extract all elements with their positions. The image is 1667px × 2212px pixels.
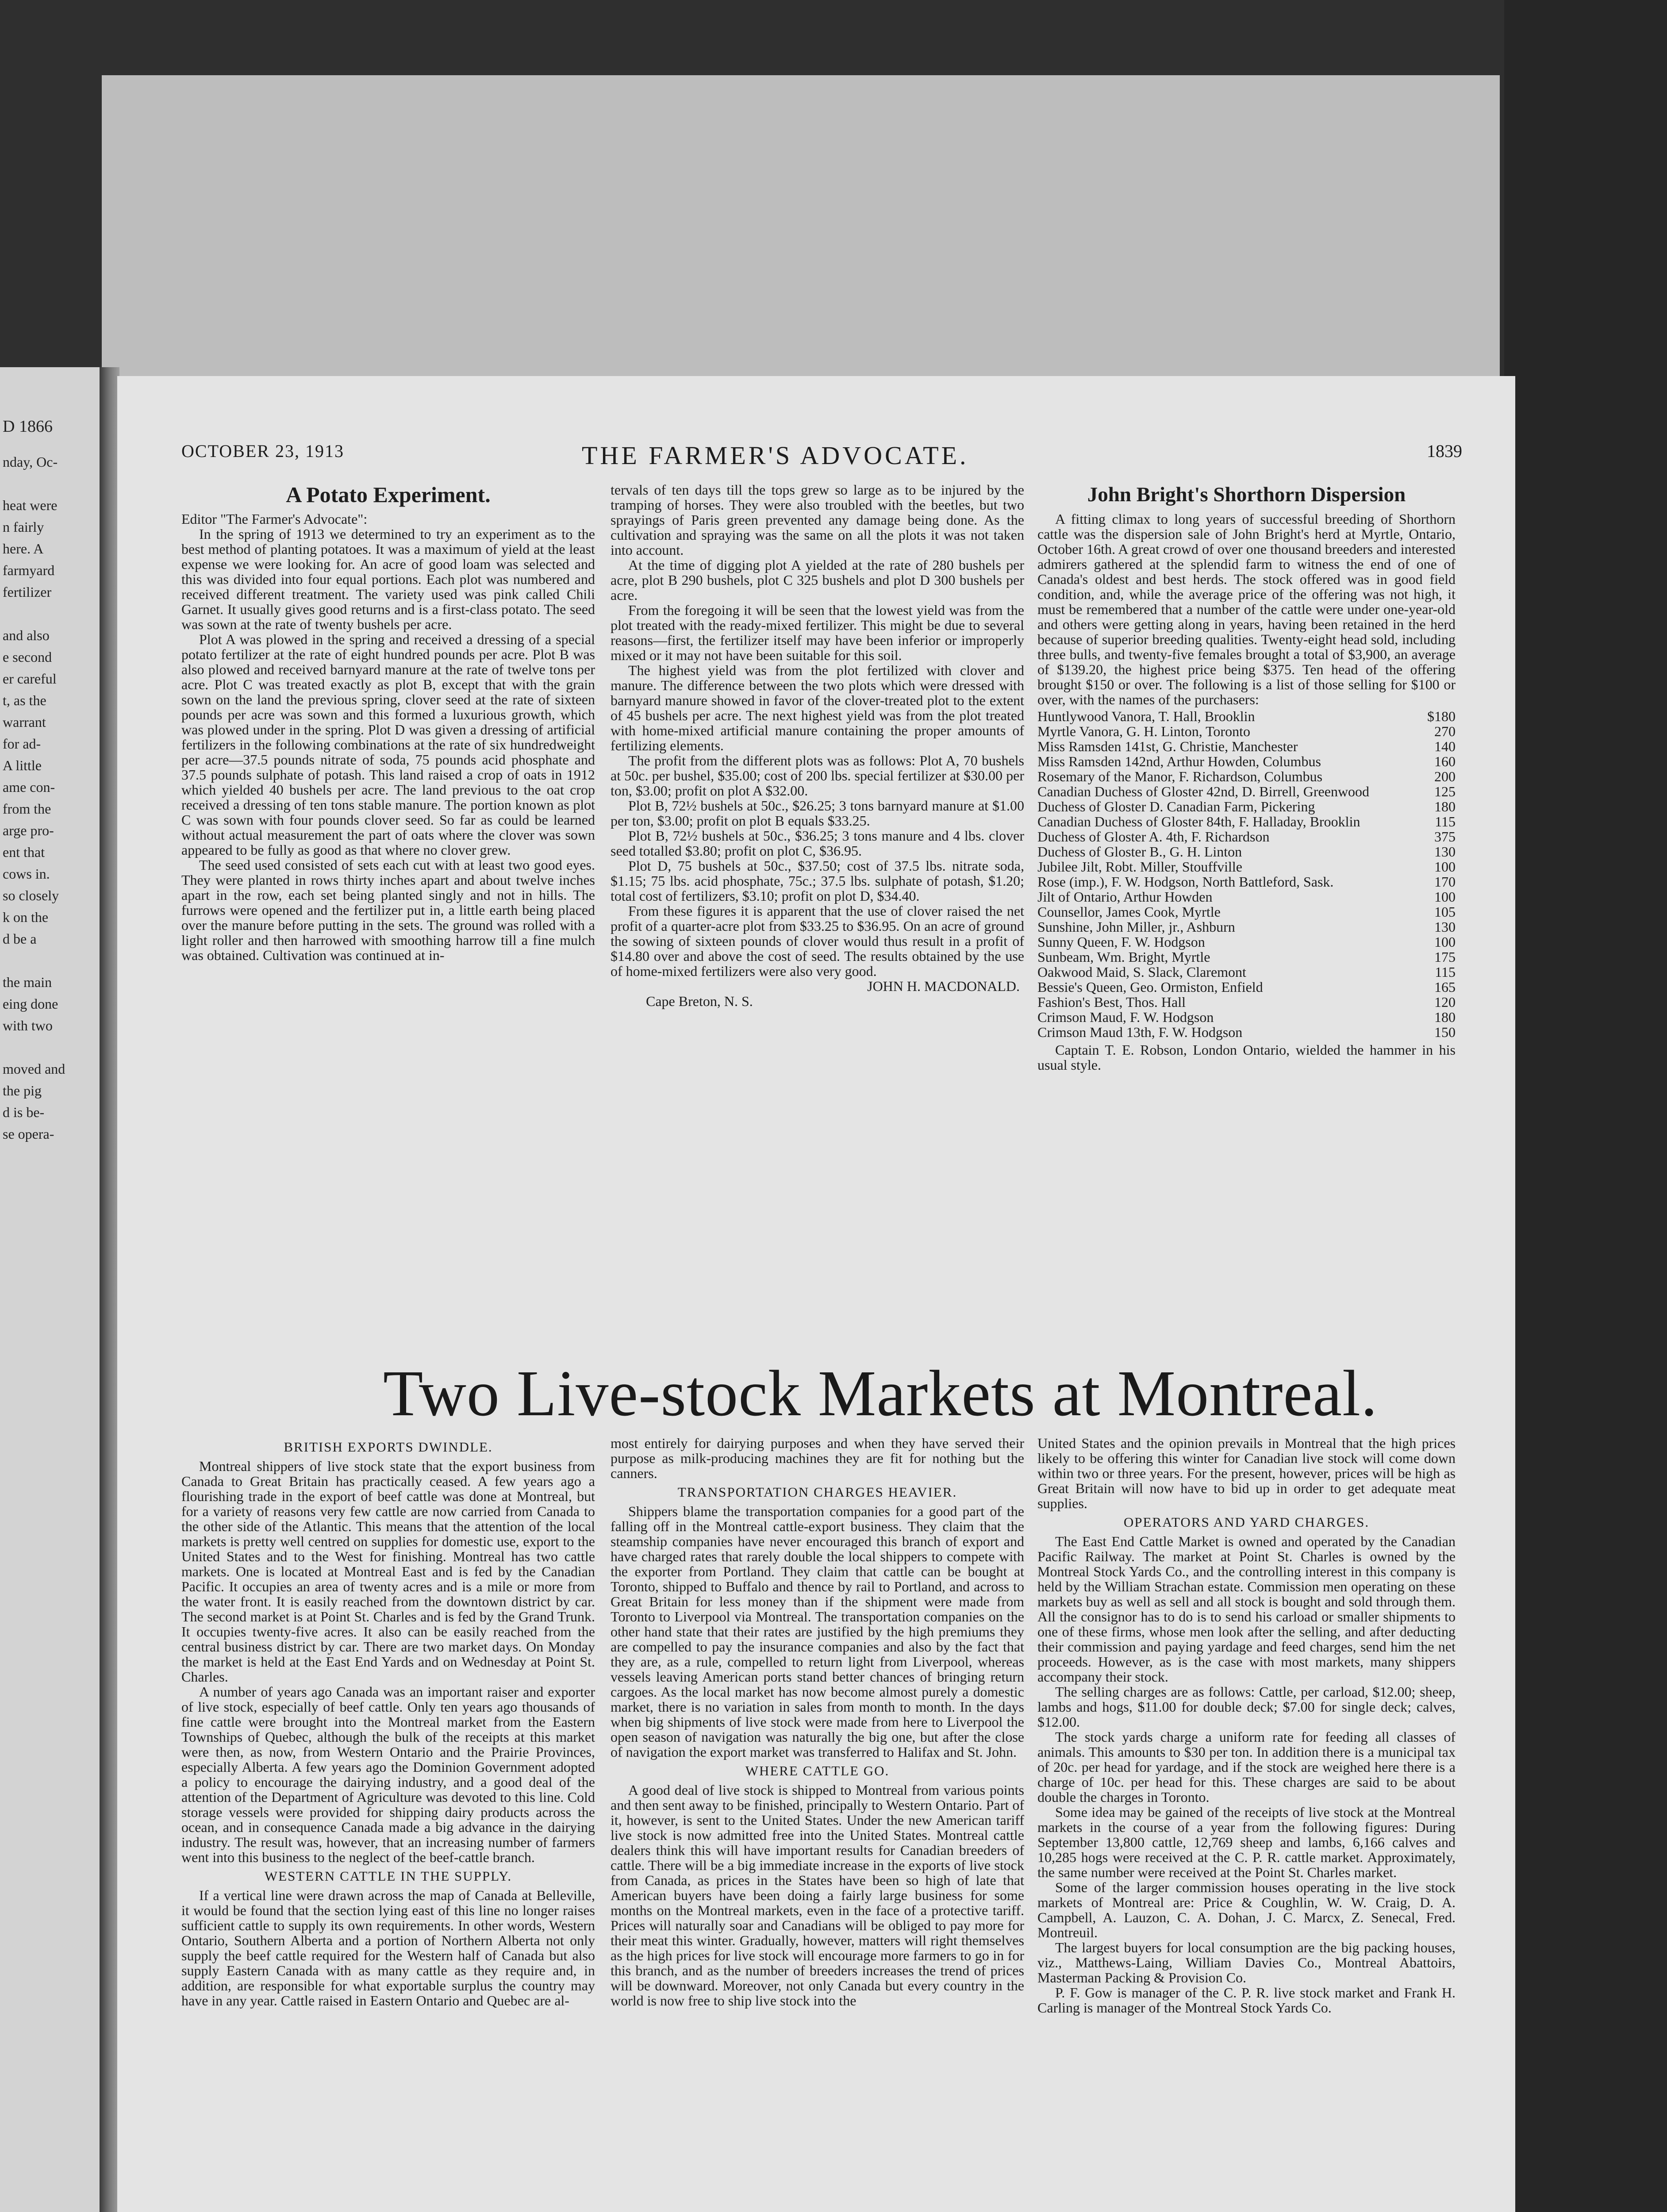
left-page-text [3,451,96,1145]
sale-entry-price: 140 [1434,738,1456,754]
left-page-line: ame con- [3,779,55,795]
paragraph: At the time of digging plot A yielded at the rate of 280 bushels per acre, plot B 290 bushels, plot C 325 bushels and plot D 300 bushels per acre. [611,557,1024,603]
sale-entry [1037,1025,1456,1040]
sale-entry-name: Jubilee Jilt, Robt. Miller, Stouffville [1037,859,1242,875]
left-page-line [3,603,96,625]
sale-entry [1037,784,1456,799]
sale-entry-price: 120 [1434,994,1456,1010]
sale-entry-name: Crimson Maud 13th, F. W. Hodgson [1037,1024,1243,1040]
left-page-line: nday, Oc- [3,454,58,470]
paragraph: Plot A was plowed in the spring and received a dressing of a special potato fertilizer at the rate of eight hundred pounds per acre. Plot B was also plowed and received barnyard manure at the rate of twelve tons per acre. Plot C was treated exactly as plot B, except that with the grain sown on the land the previous spring, clover seed at the rate of sixteen pounds per acre was sown and this formed a luxurious growth, which was plowed under in the spring. Plot D was given a dressing of artificial fertilizers in the following combinations at the rate of six hundredweight per acre—37.5 pounds nitrate of soda, 75 pounds acid phosphate and 37.5 pounds sulphate of potash. This land raised a crop of oats in 1912 which yielded 40 bushels per acre. The land previous to the oat crop received a dressing of ten tons stable manure. The portion known as plot C was sown with four pounds clover seed. So far as could be learned without actual measurement the part of oats where the clover was sown appeared to be fully as good as that where no clover grew. [181,631,595,858]
left-page-line: warrant [3,714,46,730]
sale-entry-name: Duchess of Gloster B., G. H. Linton [1037,844,1242,860]
sale-entry [1037,979,1456,995]
masthead: THE FARMER'S ADVOCATE. [582,441,969,470]
sale-entry-name: Miss Ramsden 141st, G. Christie, Manchester [1037,738,1298,754]
paragraph: In the spring of 1913 we determined to try an experiment as to the best method of planting potatoes. It was a maximum of yield at the least expense we were looking for. An acre of good loam was selected and this was divided into four equal portions. Each plot was numbered and received different treatment. The variety used was pink called Chili Garnet. It usually gives good returns and is a first-class potato. The seed was sown at the rate of twenty bushels per acre. [181,526,595,632]
paragraph: The selling charges are as follows: Cattle, per carload, $12.00; sheep, lambs and hogs, $11.00 for double deck; $7.00 for single deck; calves, $12.00. [1037,1684,1456,1730]
paragraph: A number of years ago Canada was an important raiser and exporter of live stock, especially of beef cattle. Only ten years ago thousands of fine cattle were brought into the Montreal market from the Eastern Townships of Quebec, although the bulk of the receipts at this market were then, as now, from Western Ontario and the Prairie Provinces, especially Alberta. A few years ago the Dominion Government adopted a policy to encourage the dairying industry, and a good deal of the attention of the Department of Agriculture was devoted to this line. Cold storage vessels were provided for shipping dairy products across the ocean, and in consequence Canada made a big advance in the dairying industry. The result was, however, that an increasing number of farmers went into this business to the neglect of the beef-cattle branch. [181,1684,595,1865]
sale-entry-name: Canadian Duchess of Gloster 42nd, D. Birrell, Greenwood [1037,783,1370,799]
paragraph: most entirely for dairying purposes and when they have served their purpose as milk-producing machines they are fit for nothing but the canners. [611,1436,1024,1481]
page-gutter [100,367,119,2212]
left-page-fragment [0,367,102,2212]
left-page-line: er careful [3,671,57,687]
left-page-line: d be a [3,931,37,947]
paragraph: The highest yield was from the plot fertilized with clover and manure. The difference between the two plots which were dressed with barnyard manure showed in favor of the clover-treated plot to the extent of 45 bushels per acre. The next highest yield was from the plot treated with home-mixed artificial manure containing the proper amounts of fertilizing elements. [611,662,1024,753]
dateline: Cape Breton, N. S. [646,993,753,1009]
paragraph: Some idea may be gained of the receipts of live stock at the Montreal markets in the course of a year from the following figures: During September 13,800 cattle, 12,769 sheep and lambs, 6,166 calves and 10,285 hogs were received at the C. P. R. cattle market. Approximately, the same number were received at the Point St. Charles market. [1037,1804,1456,1880]
paragraph: P. F. Gow is manager of the C. P. R. live stock market and Frank H. Carling is manager of the Montreal Stock Yards Co. [1037,1985,1456,2016]
sale-entry-price: 100 [1434,889,1456,905]
paragraph: A good deal of live stock is shipped to Montreal from various points and then sent away to be finished, principally to Western Ontario. Part of it, however, is sent to the United States. Under the new American tariff live stock is now admitted free into the United States. Montreal cattle dealers think this will have important results for Canadian breeders of cattle. There will be a big immediate increase in the exports of live stock from Canada, as prices in the States have been so high of late that American buyers have been doing a fairly large business for some months on the Montreal markets, even in the face of a protective tariff. Prices will naturally soar and Canadians will be obliged to pay more for their meat this winter. Gradually, however, matters will right themselves as the high prices for live stock will encourage more farmers to go in for this branch, and as the number of breeders increases the trend of prices will be downward. Moreover, not only Canada but every country in the world is now free to ship live stock into the [611,1782,1024,2008]
paragraph: The largest buyers for local consumption are the big packing houses, viz., Matthews-Laing, William Davies Co., Montreal Abattoirs, Masterman Packing & Provision Co. [1037,1939,1456,1985]
paragraph: If a vertical line were drawn across the map of Canada at Belleville, it would be found that the section lying east of this line no longer raises sufficient cattle to supply its own requirements. In other words, Western Ontario, Southern Alberta and a portion of Northern Alberta not only supply the beef cattle required for the Western half of Canada but also supply Eastern Canada with as many cattle as they require and, in addition, are responsible for what exportable surplus the country may have in any year. Cattle raised in Eastern Ontario and Quebec are al- [181,1887,595,2008]
sale-entry-price: 375 [1434,829,1456,845]
sale-entry-price: 170 [1434,874,1456,890]
left-page-line: heat were [3,497,58,513]
sale-entry [1037,919,1456,934]
page-number: 1839 [1427,441,1462,461]
paragraph: The profit from the different plots was as follows: Plot A, 70 bushels at 50c. per bushel, $35.00; cost of 200 lbs. special fertilizer at $30.00 per ton, $3.00; profit on plot A $32.00. [611,753,1024,799]
left-page-line: so closely [3,887,59,903]
left-page-line: eing done [3,996,58,1012]
article-montreal-col2 [611,1436,1024,2212]
left-page-line: d is be- [3,1104,45,1120]
article-title: John Bright's Shorthorn Dispersion [1087,483,1406,506]
sale-entry [1037,709,1456,724]
sale-entry-name: Rosemary of the Manor, F. Richardson, Columbus [1037,768,1323,784]
sale-entry-price: 130 [1434,844,1456,860]
sale-entry-price: 115 [1435,964,1456,980]
sale-entry [1037,814,1456,829]
paragraph: From these figures it is apparent that the use of clover raised the net profit of a quarter-acre plot from $33.25 to $36.95. On an acre of ground the sowing of sixteen pounds of clover would thus result in a profit of $14.80 over and above the cost of seed. The results obtained by the use of home-mixed fertilizers were also very good. [611,903,1024,979]
sale-entry-price: 100 [1434,934,1456,950]
article-shorthorn [1037,482,1456,1323]
left-page-line: the pig [3,1083,42,1098]
article-potato-col1 [181,482,595,1296]
left-page-line: ent that [3,844,45,860]
paragraph: Montreal shippers of live stock state that the export business from Canada to Great Britain has practically ceased. A few years ago a flourishing trade in the export of beef cattle was done at Montreal, but for a variety of reasons very few cattle are now carried from Canada to the other side of the Atlantic. This means that the attention of the local markets is pretty well centred on supplies for domestic use, export to the United States and to the West for finishing. Montreal has two cattle markets. One is located at Montreal East and is fed by the Canadian Pacific. It occupies an area of twenty acres and is a mile or more from the water front. It is easily reached from the downtown district by car. The second market is at Point St. Charles and is fed by the Grand Trunk. It occupies twenty-five acres. It also can be easily reached from the central business district by car. There are two market days. On Monday the market is held at the East End Yards and on Wednesday at Point St. Charles. [181,1458,595,1685]
sale-entry-price: 270 [1434,723,1456,739]
left-page-header: D 1866 [3,417,53,436]
sale-entry-name: Jilt of Ontario, Arthur Howden [1037,889,1213,905]
sale-entry-name: Rose (imp.), F. W. Hodgson, North Battleford, Sask. [1037,874,1334,890]
sale-entry [1037,724,1456,739]
sale-entry-name: Counsellor, James Cook, Myrtle [1037,904,1221,920]
sale-entry [1037,964,1456,979]
sale-entry [1037,769,1456,784]
sale-entry-price: 100 [1434,859,1456,875]
sale-entry-name: Fashion's Best, Thos. Hall [1037,994,1186,1010]
newspaper-page [117,376,1515,2212]
left-page-line [3,473,96,495]
sale-entry-name: Huntlywood Vanora, T. Hall, Brooklin [1037,708,1255,724]
issue-date: OCTOBER 23, 1913 [181,441,344,461]
article-montreal-col3 [1037,1436,1456,2212]
sale-entry [1037,739,1456,754]
sale-entry-name: Myrtle Vanora, G. H. Linton, Toronto [1037,723,1250,739]
left-page-line [3,950,96,972]
paragraph: A fitting climax to long years of successful breeding of Shorthorn cattle was the dispersion sale of John Bright's herd at Myrtle, Ontario, October 16th. A great crowd of over one thousand breeders and interested admirers gathered at the splendid farm to witness the end of one of Canada's oldest and best herds. The stock offered was in good field condition, and, while the average price of the offering was not high, it must be remembered that a number of the cattle were under one-year-old and others were getting along in years, having been retained in the herd because of superior breeding qualities. Twenty-eight head sold, including three bulls, and twenty-five females brought a total of $3,900, an average of $139.20, the highest price being $375. Ten head of the offering brought $150 or over. The following is a list of those selling for $100 or over, with the names of the purchasers: [1037,511,1456,707]
sale-entry-name: Oakwood Maid, S. Slack, Claremont [1037,964,1246,980]
left-page-line: for ad- [3,736,41,752]
paragraph: Plot B, 72½ bushels at 50c., $36.25; 3 tons manure and 4 lbs. clover seed totalled $3.80; profit on plot C, $36.95. [611,828,1024,859]
sale-entry-price: 175 [1434,949,1456,965]
sale-entry [1037,829,1456,844]
sales-list [1037,709,1456,1040]
left-page-line: and also [3,627,50,643]
paragraph: The stock yards charge a uniform rate for feeding all classes of animals. This amounts to $30 per ton. In addition there is a municipal tax of 20c. per head for yardage, and if the stock are weighed here there is a charge of 10c. per head for this. These charges are said to be about double the charges in Toronto. [1037,1729,1456,1805]
sale-entry-name: Bessie's Queen, Geo. Ormiston, Enfield [1037,979,1263,995]
sale-entry-name: Crimson Maud, F. W. Hodgson [1037,1009,1214,1025]
left-page-line: n fairly [3,519,44,535]
sale-entry [1037,754,1456,769]
paragraph: From the foregoing it will be seen that the lowest yield was from the plot treated with the ready-mixed fertilizer. This might be due to several reasons—first, the fertilizer itself may have been inferior or improperly mixed or it may not have been suitable for this soil. [611,602,1024,663]
sale-entry [1037,874,1456,889]
left-page-line: fertilizer [3,584,52,600]
left-page-line: with two [3,1018,53,1033]
article-montreal-col1 [181,1436,595,2212]
sale-entry [1037,799,1456,814]
editor-line: Editor "The Farmer's Advocate": [181,511,368,527]
sale-entry-price: 165 [1434,979,1456,995]
left-page-line: cows in. [3,866,50,882]
sale-entry-price: 125 [1434,783,1456,799]
left-page-line: k on the [3,909,49,925]
left-page-line: from the [3,801,51,817]
sale-entry-name: Sunshine, John Miller, jr., Ashburn [1037,919,1235,935]
article-title: A Potato Experiment. [286,482,491,507]
sale-entry-price: 180 [1434,799,1456,814]
left-page-line: the main [3,974,52,990]
section-heading: WHERE CATTLE GO. [745,1763,890,1778]
left-page-line: moved and [3,1061,65,1077]
sale-entry-name: Duchess of Gloster D. Canadian Farm, Pickering [1037,799,1315,814]
paragraph: Plot B, 72½ bushels at 50c., $26.25; 3 tons barnyard manure at $1.00 per ton, $3.00; profit on plot B equals $33.25. [611,798,1024,829]
sale-entry-name: Sunny Queen, F. W. Hodgson [1037,934,1205,950]
underlying-page [102,75,1500,425]
sale-entry [1037,949,1456,964]
sale-entry-name: Canadian Duchess of Gloster 84th, F. Halladay, Brooklin [1037,814,1360,830]
sale-entry-price: 115 [1435,814,1456,830]
sale-entry-price: 130 [1434,919,1456,935]
left-page-line: e second [3,649,52,665]
sale-entry-price: $180 [1427,708,1456,724]
sale-entry-price: 150 [1434,1024,1456,1040]
article-potato-col2 [611,482,1024,1296]
section-heading: TRANSPORTATION CHARGES HEAVIER. [677,1484,957,1500]
sale-entry [1037,934,1456,949]
left-page-line: t, as the [3,692,46,708]
section-heading: WESTERN CATTLE IN THE SUPPLY. [264,1868,512,1884]
paragraph: United States and the opinion prevails in Montreal that the high prices likely to be offering this winter for Canadian live stock will come down within two or three years. For the present, however, prices will be high as Great Britain will now have to bid up in order to get adequate meat supplies. [1037,1436,1456,1511]
left-page-line: farmyard [3,562,55,578]
sale-entry [1037,1010,1456,1025]
sale-entry [1037,844,1456,859]
sale-entry-name: Duchess of Gloster A. 4th, F. Richardson [1037,829,1270,845]
sale-entry-price: 105 [1434,904,1456,920]
sale-entry [1037,904,1456,919]
sale-entry [1037,995,1456,1010]
sale-entry-name: Sunbeam, Wm. Bright, Myrtle [1037,949,1210,965]
paragraph: Shippers blame the transportation companies for a good part of the falling off in the Montreal cattle-export business. They claim that the steamship companies have never encouraged this branch of export and have charged rates that rarely double the local shippers to compete with the exporter from Portland. They claim that cattle can be bought at Toronto, shipped to Buffalo and thence by rail to Portland, and across to Great Britain for less money than if the shipment were made from Toronto to Liverpool via Montreal. The transportation companies on the other hand state that their rates are justified by the high premiums they are compelled to pay the insurance companies and also by the fact that they are, as a rule, compelled to return light from Liverpool, whereas vessels leaving American ports stand better chances of bringing return cargoes. As the local market has now become almost purely a domestic market, there is no variation in sales from month to month. In the days when big shipments of live stock were made from here to Liverpool the open season of navigation was naturally the big one, but after the close of navigation the export market was transferred to Halifax and St. John. [611,1503,1024,1760]
sale-entry-price: 200 [1434,768,1456,784]
left-page-line [3,1037,96,1058]
paragraph: Some of the larger commission houses operating in the live stock markets of Montreal are: Price & Coughlin, W. W. Craig, D. A. Campbell, A. Lauzon, C. A. Dohan, J. C. Marcx, Z. Senecal, Fred. Montreuil. [1037,1879,1456,1940]
sale-entry-price: 160 [1434,753,1456,769]
sale-entry-price: 180 [1434,1009,1456,1025]
paragraph: Plot D, 75 bushels at 50c., $37.50; cost of 37.5 lbs. nitrate soda, $1.15; 75 lbs. acid phosphate, 75c.; 37.5 lbs. sulphate of potash, $1.20; total cost of fertilizers, $3.10; profit on plot D, $34.40. [611,858,1024,904]
left-page-line: arge pro- [3,822,54,838]
paragraph: tervals of ten days till the tops grew so large as to be injured by the tramping of horses. They were also troubled with the beetles, but two sprayings of Paris green prevented any damage being done. As the cultivation and spraying was the same on all the plots it was not taken into account. [611,482,1024,558]
left-page-line: here. A [3,541,44,557]
section-heading: OPERATORS AND YARD CHARGES. [1123,1514,1370,1530]
left-page-line: se opera- [3,1126,54,1142]
scan-background-right [1504,0,1667,2212]
paragraph: Captain T. E. Robson, London Ontario, wielded the hammer in his usual style. [1037,1042,1456,1073]
paragraph: The East End Cattle Market is owned and operated by the Canadian Pacific Railway. The market at Point St. Charles is owned by the Montreal Stock Yards Co., and the controlling interest in this company is held by the William Strachan estate. Commission men operating on these markets buy as well as sell and all stock is bought and sold through them. All the consignor has to do is to send his carload or smaller shipments to one of these firms, whose men look after the selling, and after deducting their commission and paying yardage and feed charges, send him the net proceeds. However, as is the case with most markets, many shippers accompany their stock. [1037,1533,1456,1685]
paragraph: The seed used consisted of sets each cut with at least two good eyes. They were planted in rows thirty inches apart and about twelve inches apart in the row, each set being planted singly and not in hills. The furrows were opened and the fertilizer put in, a little earth being placed over the manure before putting in the sets. The ground was rolled with a light roller and then harrowed with smoothing harrow till a fine mulch was obtained. Cultivation was continued at in- [181,857,595,963]
sale-entry [1037,859,1456,874]
sale-entry [1037,889,1456,904]
banner-headline: Two Live-stock Markets at Montreal. [383,1357,1378,1430]
sale-entry-name: Miss Ramsden 142nd, Arthur Howden, Columbus [1037,753,1321,769]
signature: JOHN H. MACDONALD. [867,978,1020,994]
left-page-line: A little [3,757,42,773]
section-heading: BRITISH EXPORTS DWINDLE. [284,1439,493,1455]
